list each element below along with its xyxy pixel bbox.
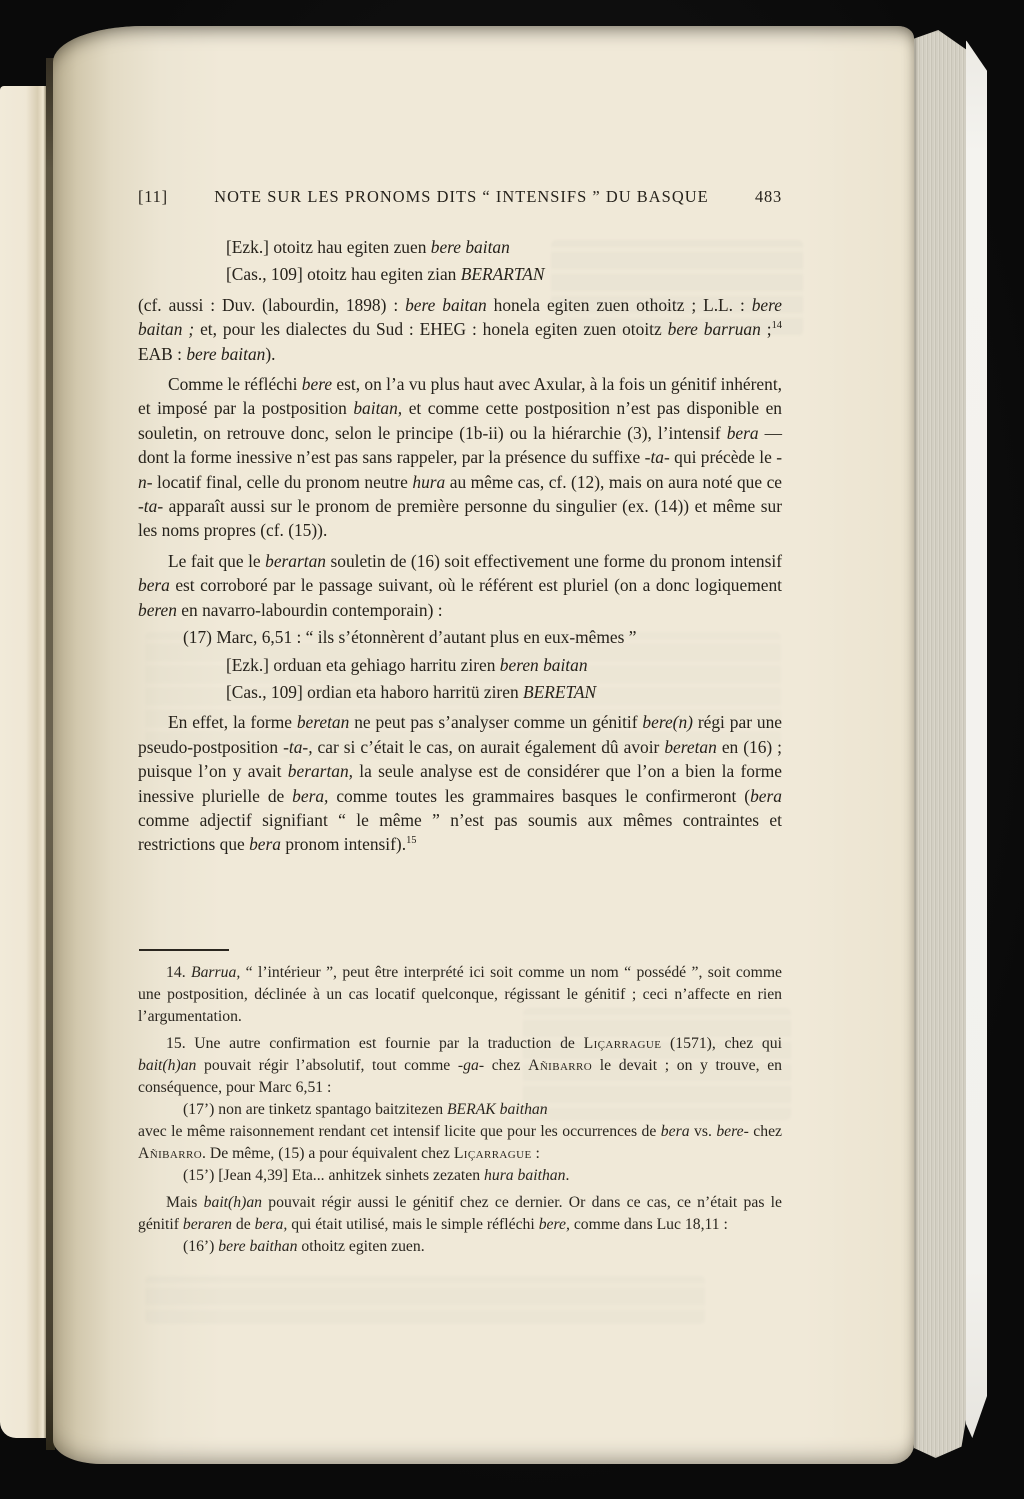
example-line: (17) Marc, 6,51 : “ ils s’étonnèrent d’autant plus en eux-mêmes ” xyxy=(183,627,637,648)
footnote-separator xyxy=(139,949,229,951)
paragraph: 14. Barrua, “ l’intérieur ”, peut être interprété ici soit comme un nom “ possédé ”, soit comme une postposition, déclinée à un cas locatif quelconque, régissant le génitif ; ceci n’affecte en rien l’argumentation. xyxy=(138,964,783,1025)
paragraph: avec le même raisonnement rendant cet intensif licite que pour les occurrences de bera vs. bere- chez Añibarro. De même, (15) a pour équivalent chez Liçarrague : xyxy=(138,1123,783,1162)
paragraph: Le fait que le berartan souletin de (16) soit effectivement une forme du pronom intensif bera est corroboré par le passage suivant, où le référent est pluriel (on a donc logiquement beren en navarro-labourdin contemporain) : xyxy=(138,550,782,620)
example-line: [Cas., 109] otoitz hau egiten zian BERARTAN xyxy=(226,264,545,285)
paragraph: Mais bait(h)an pouvait régir aussi le génitif chez ce dernier. Or dans ce cas, ce n’était pas le génitif beraren de bera, qui était utilisé, mais le simple réfléchi bere, comme dans Luc 18,11 : xyxy=(138,1194,782,1233)
book-page xyxy=(53,26,914,1464)
paragraph: 15. Une autre confirmation est fournie par la traduction de Liçarrague (1571), chez qui bait(h)an pouvait régir l’absolutif, tout comme -ga- chez Añibarro le devait ; on y trouve, en conséquence, pour Marc 6,51 : xyxy=(138,1035,783,1096)
running-title: NOTE SUR LES PRONOMS DITS “ INTENSIFS ” DU BASQUE xyxy=(214,187,709,206)
body-text xyxy=(138,235,782,857)
example-line: [Ezk.] orduan eta gehiago harritu ziren beren baitan xyxy=(226,654,588,675)
example-line: [Ezk.] otoitz hau egiten zuen bere baitan xyxy=(226,237,510,257)
page-number: 483 xyxy=(754,187,782,206)
page-edge-stack xyxy=(914,30,968,1458)
paragraph: Comme le réfléchi bere est, on l’a vu plus haut avec Axular, à la fois un génitif inhérent, et imposé par la postposition baitan, et comme cette postposition n’est pas disponible en souletin, on retrouve donc, selon le principe (1b-ii) ou la hiérarchie (3), l’intensif bera — dont la forme inessive n’est pas sans rappeler, par la présence du suffixe -ta- qui précède le -n- locatif final, celle du pronom neutre hura au même cas, cf. (12), mais on aura noté que ce -ta- apparaît aussi sur le pronom de première personne du singulier (ex. (14)) et même sur les noms propres (cf. (15)). xyxy=(138,374,783,541)
left-page-edge xyxy=(0,86,47,1438)
paragraph: (cf. aussi : Duv. (labourdin, 1898) : bere baitan honela egiten zuen othoitz ; L.L. : bere baitan ; et, pour les dialectes du Sud : EHEG : honela egiten zuen otoitz bere barruan ;$^{14}$ EAB : bere baitan). xyxy=(138,294,782,364)
example-line: [Cas., 109] ordian eta haboro harritü ziren BERETAN xyxy=(226,681,597,702)
showthrough-texture xyxy=(145,1276,705,1324)
paragraph: En effet, la forme beretan ne peut pas s’analyser comme un génitif bere(n) régi par une pseudo-postposition -ta-, car si c’était le cas, on aurait également dû avoir beretan en (16) ; puisque l’on y avait berartan, la seule analyse est de considérer que l’on a bien la forme inessive plurielle de bera, comme toutes les grammaires basques le confirmeront (bera comme adjectif signifiant “ le même ” n’est pas soumis aux mêmes contraintes et restrictions que bera pronom intensif).$^{15}$ xyxy=(138,712,783,855)
back-cover-edge xyxy=(966,40,987,1438)
example-line: (17’) non are tinketz spantago baitzitezen BERAK baithan xyxy=(183,1101,548,1118)
example-line: (16’) bere baithan othoitz egiten zuen. xyxy=(183,1238,425,1255)
footnotes xyxy=(138,962,782,1258)
example-line: (15’) [Jean 4,39] Eta... anhitzek sinhets zezaten hura baithan. xyxy=(183,1167,570,1184)
article-section-index: [11] xyxy=(138,187,168,206)
running-header xyxy=(138,187,782,207)
